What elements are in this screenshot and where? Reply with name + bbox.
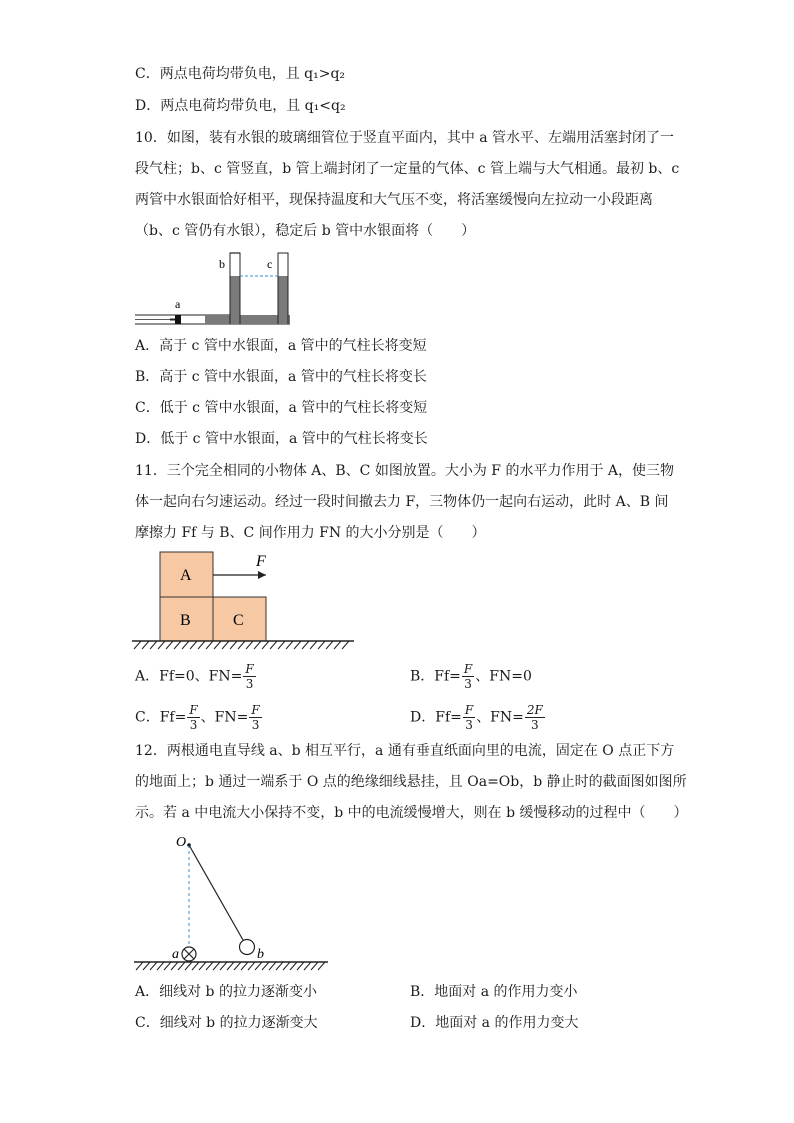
piston bbox=[175, 315, 181, 324]
q12-stem-line-2: 的地面上；b 通过一端系于 O 点的绝缘细线悬挂，且 Oa=Ob，b 静止时的截面图如图所 bbox=[135, 774, 687, 790]
fraction bbox=[525, 703, 545, 732]
ground-hatch-mark bbox=[174, 641, 181, 649]
fraction-denominator: 3 bbox=[464, 677, 472, 691]
fig-label-a: a bbox=[172, 947, 179, 962]
ground-hatch-mark bbox=[222, 641, 229, 649]
ground-hatch-mark bbox=[206, 962, 213, 970]
q11-option-b bbox=[410, 662, 532, 691]
ground-hatch-mark bbox=[198, 641, 205, 649]
fraction-numerator: F bbox=[464, 703, 474, 717]
fraction bbox=[463, 703, 475, 732]
fig-label-b: b bbox=[219, 257, 225, 271]
ground-hatch-mark bbox=[185, 962, 192, 970]
fraction-denominator: 3 bbox=[465, 718, 473, 732]
fraction-numerator: F bbox=[189, 703, 198, 717]
ground-hatch-mark bbox=[142, 641, 149, 649]
ground-hatch-mark bbox=[255, 962, 262, 970]
ground-hatch-mark bbox=[302, 641, 309, 649]
q11-option-c bbox=[135, 703, 263, 732]
fraction bbox=[243, 662, 255, 691]
ground-hatch-mark bbox=[199, 962, 206, 970]
ground-hatch-mark bbox=[166, 641, 173, 649]
mercury-horizontal bbox=[205, 315, 290, 324]
ground-hatch-mark bbox=[326, 641, 333, 649]
ground-hatch-mark bbox=[270, 641, 277, 649]
ground-hatch-mark bbox=[262, 641, 269, 649]
ground-hatch-mark bbox=[294, 641, 301, 649]
q12-option-d: D．地面对 a 的作用力变大 bbox=[410, 1015, 579, 1031]
fig-label-C: C bbox=[233, 612, 244, 629]
ground-hatch-mark bbox=[206, 641, 213, 649]
wire-b bbox=[240, 940, 255, 955]
ground-hatch-mark bbox=[171, 962, 178, 970]
ground-hatch-mark bbox=[220, 962, 227, 970]
ground-hatch-mark bbox=[304, 962, 311, 970]
suspension-thread bbox=[189, 845, 243, 940]
q10-option-c: C．低于 c 管中水银面，a 管中的气柱长将变短 bbox=[135, 400, 428, 416]
q12-option-b: B．地面对 a 的作用力变小 bbox=[410, 984, 578, 1000]
fraction bbox=[249, 703, 261, 732]
ground-hatch-mark bbox=[164, 962, 171, 970]
fraction-denominator: 3 bbox=[251, 718, 260, 732]
ground-hatch-mark bbox=[158, 641, 165, 649]
q11-option-a bbox=[135, 662, 257, 691]
ground-hatch-mark bbox=[290, 962, 297, 970]
ground-hatch-mark bbox=[157, 962, 164, 970]
q11-stem-line-1: 11．三个完全相同的小物体 A、B、C 如图放置。大小为 F 的水平力作用于 A，使三物 bbox=[135, 463, 674, 479]
q12-wire-figure bbox=[132, 830, 362, 970]
fig-label-A: A bbox=[180, 567, 192, 584]
ground-hatch-mark bbox=[248, 962, 255, 970]
q10-stem-line-1: 10．如图，装有水银的玻璃细管位于竖直平面内，其中 a 管水平、左端用活塞封闭了一 bbox=[135, 130, 675, 146]
fig-label-F: F bbox=[256, 553, 266, 570]
ground-hatch-mark bbox=[234, 962, 241, 970]
mercury-c bbox=[279, 276, 288, 324]
q11-option-b-text-2: 、FN=0 bbox=[475, 668, 532, 685]
fraction-denominator: 3 bbox=[189, 718, 198, 732]
q10-option-b: B．高于 c 管中水银面，a 管中的气柱长将变长 bbox=[135, 369, 427, 385]
fig-label-O: O bbox=[176, 835, 187, 850]
fig-label-B: B bbox=[180, 612, 191, 629]
q10-stem-line-3: 两管中水银面恰好相平，现保持温度和大气压不变，将活塞缓慢向左拉动一小段距离 bbox=[135, 192, 653, 208]
ground-hatch-mark bbox=[214, 641, 221, 649]
q10-option-d: D．低于 c 管中水银面，a 管中的气柱长将变长 bbox=[135, 431, 428, 447]
fraction-numerator: F bbox=[463, 662, 473, 676]
ground-hatch-mark bbox=[150, 962, 157, 970]
fig-label-a: a bbox=[175, 297, 181, 311]
fraction bbox=[462, 662, 474, 691]
q9-option-d: D．两点电荷均带负电，且 q₁<q₂ bbox=[135, 98, 346, 114]
ground-hatch-mark bbox=[269, 962, 276, 970]
ground-hatch-mark bbox=[262, 962, 269, 970]
fig-label-c: c bbox=[267, 257, 273, 271]
q12-stem-line-3: 示。若 a 中电流大小保持不变，b 中的电流缓慢增大，则在 b 缓慢移动的过程中（ ） bbox=[135, 805, 688, 821]
ground-hatch-mark bbox=[318, 641, 325, 649]
ground-hatch-mark bbox=[182, 641, 189, 649]
q10-option-a: A．高于 c 管中水银面，a 管中的气柱长将变短 bbox=[135, 338, 427, 354]
ground-hatch-mark bbox=[134, 641, 141, 649]
q11-stem-line-2: 体一起向右匀速运动。经过一段时间撤去力 F，三物体仍一起向右运动，此时 A、B 间 bbox=[135, 494, 669, 510]
ground-hatch-mark bbox=[283, 962, 290, 970]
ground-hatch-mark bbox=[213, 962, 220, 970]
ground-hatch-mark bbox=[310, 641, 317, 649]
fraction-denominator: 3 bbox=[531, 718, 539, 732]
ground-hatch-mark bbox=[238, 641, 245, 649]
q12-option-a: A．细线对 b 的拉力逐渐变小 bbox=[135, 984, 317, 1000]
ground-hatch-mark bbox=[246, 641, 253, 649]
ground-hatch-mark bbox=[227, 962, 234, 970]
ground-hatch-mark bbox=[143, 962, 150, 970]
ground-hatch-mark bbox=[286, 641, 293, 649]
ground-hatch-mark bbox=[342, 641, 349, 649]
q10-stem-line-2: 段气柱；b、c 管竖直，b 管上端封闭了一定量的气体、c 管上端与大气相通。最初 b、c bbox=[135, 161, 680, 177]
ground-hatch-mark bbox=[334, 641, 341, 649]
fraction bbox=[187, 703, 199, 732]
fig-label-b: b bbox=[257, 947, 264, 962]
ground-hatch-mark bbox=[276, 962, 283, 970]
q10-stem-line-4: （b、c 管仍有水银），稳定后 b 管中水银面将（ ） bbox=[135, 223, 476, 239]
ground-hatch-mark bbox=[136, 962, 143, 970]
ground-hatch-mark bbox=[278, 641, 285, 649]
q11-stem-line-3: 摩擦力 Ff 与 B、C 间作用力 FN 的大小分别是（ ） bbox=[135, 525, 486, 541]
q10-tube-figure bbox=[135, 248, 305, 328]
mercury-b bbox=[231, 276, 240, 324]
ground-hatch-mark bbox=[254, 641, 261, 649]
q11-option-b-text: B．Ff= bbox=[410, 668, 461, 685]
ground-hatch-mark bbox=[150, 641, 157, 649]
ground-hatch-mark bbox=[230, 641, 237, 649]
fraction-numerator: F bbox=[245, 662, 254, 676]
q11-option-a-text: A．Ff=0、FN= bbox=[135, 668, 243, 685]
ground-hatch-mark bbox=[318, 962, 325, 970]
fraction-numerator: 2F bbox=[526, 703, 543, 717]
ground-hatch-mark bbox=[192, 962, 199, 970]
q11-option-d-text-2: 、FN= bbox=[476, 709, 524, 726]
q11-blocks-figure bbox=[132, 550, 362, 650]
q12-stem-line-1: 12．两根通电直导线 a、b 相互平行，a 通有垂直纸面向里的电流，固定在 O 点正下方 bbox=[135, 743, 675, 759]
q12-option-c: C．细线对 b 的拉力逐渐变大 bbox=[135, 1015, 318, 1031]
ground-hatch-mark bbox=[297, 962, 304, 970]
ground-hatch-mark bbox=[311, 962, 318, 970]
q11-option-d-text: D．Ff= bbox=[410, 709, 462, 726]
fraction-denominator: 3 bbox=[245, 677, 254, 691]
ground-hatch-mark bbox=[241, 962, 248, 970]
fraction-numerator: F bbox=[251, 703, 260, 717]
q11-option-d bbox=[410, 703, 546, 732]
ground-hatch-mark bbox=[190, 641, 197, 649]
q11-option-c-text: C．Ff= bbox=[135, 709, 187, 726]
q9-option-c: C．两点电荷均带负电，且 q₁>q₂ bbox=[135, 66, 346, 82]
q11-option-c-text-2: 、FN= bbox=[200, 709, 249, 726]
ground-hatch-mark bbox=[178, 962, 185, 970]
